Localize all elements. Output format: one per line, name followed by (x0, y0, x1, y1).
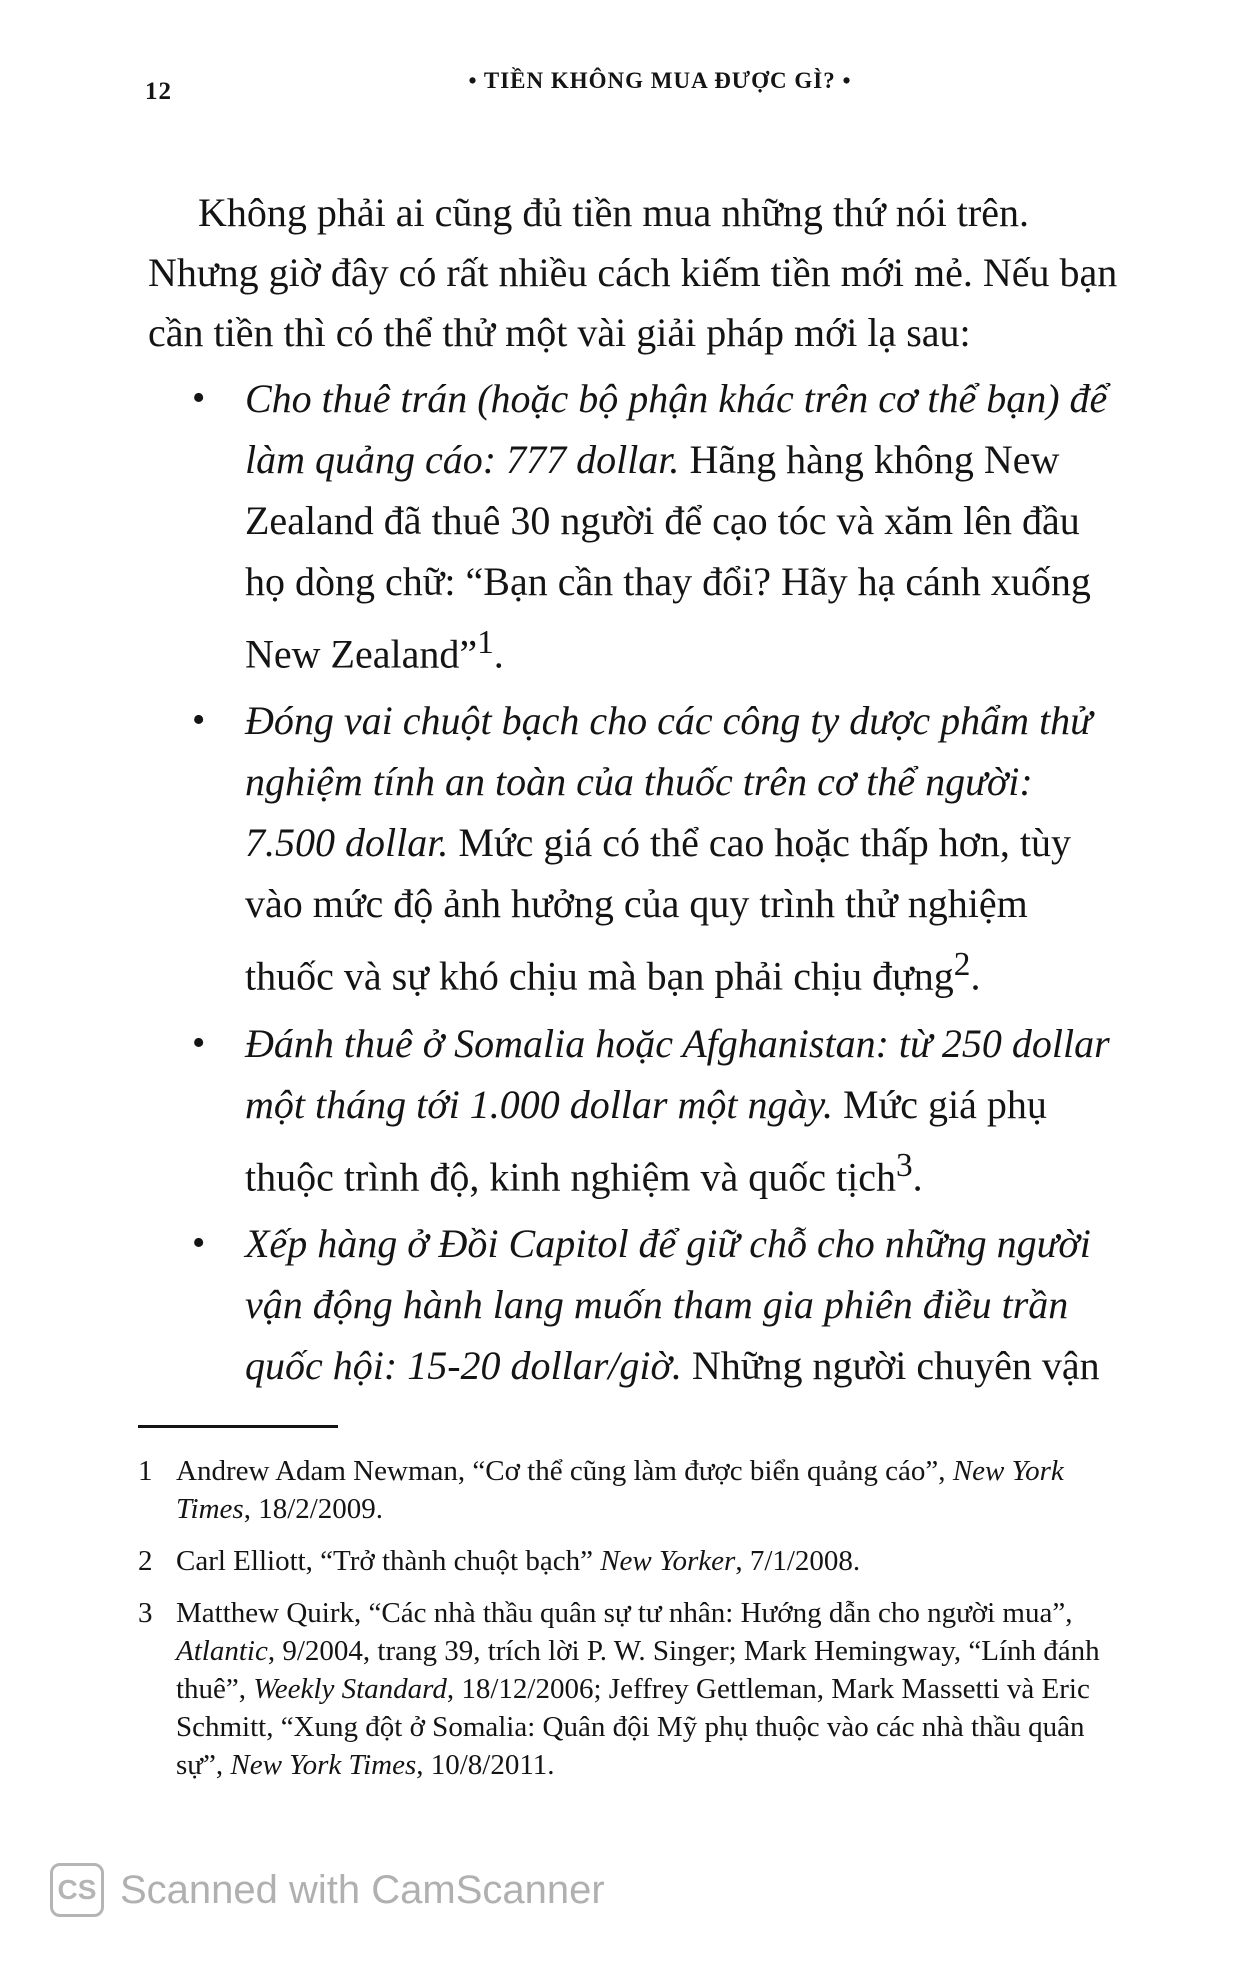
footnote-part: Atlantic (176, 1635, 268, 1667)
footnote-rule (138, 1425, 338, 1428)
bullet-body: Những người chuyên vận (681, 1342, 1100, 1388)
bullet-title: Cho thuê trán (hoặc bộ phận khác trên cơ thể bạn) để làm quảng cáo: 777 dollar. (245, 376, 1108, 482)
footnote (138, 1542, 1118, 1580)
bullet-body: Hãng hàng không New Zealand đã thuê 30 người để cạo tóc và xăm lên đầu họ dòng chữ: “Bạn cần thay đổi? Hãy hạ cánh xuống New Zealand” (245, 437, 1091, 677)
footnote-part: Andrew Adam Newman, “Cơ thể cũng làm được biển quảng cáo”, (176, 1455, 953, 1487)
footnote-part: Carl Elliott, “Trở thành chuột bạch” (176, 1545, 601, 1577)
bullet-marker: • (192, 377, 206, 419)
bullet-marker: • (192, 1021, 206, 1064)
footnote-ref: 3 (896, 1146, 913, 1184)
bullet-marker: • (192, 1221, 206, 1264)
footnote-part: , 7/1/2008. (735, 1545, 861, 1577)
footnote-number: 3 (138, 1597, 153, 1629)
footnotes (138, 1452, 1118, 1798)
bullet-end: . (912, 1153, 923, 1199)
footnote-part: , 9/2004, trang 39, trích lời P. W. Singer; Mark Hemingway, “Lính đánh thuê”, (176, 1635, 1100, 1705)
footnote-part: Matthew Quirk, “Các nhà thầu quân sự tư nhân: Hướng dẫn cho người mua”, (176, 1597, 1073, 1629)
running-header: • TIỀN KHÔNG MUA ĐƯỢC GÌ? • (468, 68, 852, 93)
bullet-body: Mức giá có thể cao hoặc thấp hơn, tùy vào mức độ ảnh hưởng của quy trình thử nghiệm thuốc và sự khó chịu mà bạn phải chịu đựng (245, 820, 1071, 999)
bullet-list (190, 368, 1125, 1402)
footnote-part: , 18/12/2006; Jeffrey Gettleman, Mark Massetti và Eric Schmitt, “Xung đột ở Somalia: Quân đội Mỹ phụ thuộc vào các nhà thầu quân sự”, (176, 1673, 1090, 1781)
footnote-part: New York Times (176, 1455, 1064, 1525)
bullet-item (190, 1013, 1125, 1207)
bullet-marker: • (192, 699, 206, 742)
bullet-title: Xếp hàng ở Đồi Capitol để giữ chỗ cho những người vận động hành lang muốn tham gia phiên điều trần quốc hội: 15-20 dollar/giờ. (245, 1220, 1091, 1388)
footnote-part: , 18/2/2009. (243, 1493, 384, 1525)
footnote-number: 2 (138, 1545, 153, 1577)
bullet-end: . (970, 953, 981, 999)
footnote-number: 1 (138, 1455, 153, 1487)
footnote-ref: 2 (953, 946, 971, 984)
page-number: 12 (145, 78, 172, 105)
bullet-item (190, 368, 1125, 684)
bullet-item (190, 690, 1125, 1006)
camscanner-logo-icon: CS (50, 1863, 104, 1917)
bullet-item (190, 1213, 1125, 1396)
bullet-end: . (493, 631, 504, 677)
footnote-part: New York Times (230, 1749, 417, 1781)
bullet-body: Mức giá phụ thuộc trình độ, kinh nghiệm và quốc tịch (245, 1081, 1047, 1199)
footnote-ref: 1 (477, 624, 494, 661)
intro-paragraph (148, 183, 1128, 363)
bullet-title: Đánh thuê ở Somalia hoặc Afghanistan: từ 250 dollar một tháng tới 1.000 dollar một ngày. (245, 1020, 1110, 1127)
footnote (138, 1452, 1118, 1528)
footnote-part: , 10/8/2011. (416, 1749, 555, 1781)
intro-text: Không phải ai cũng đủ tiền mua những thứ nói trên. Nhưng giờ đây có rất nhiều cách kiếm tiền mới mẻ. Nếu bạn cần tiền thì có thể thử một vài giải pháp mới lạ sau: (148, 190, 1118, 355)
camscanner-watermark (50, 1860, 605, 1920)
footnote (138, 1594, 1118, 1784)
bullet-title: Đóng vai chuột bạch cho các công ty dược phẩm thử nghiệm tính an toàn của thuốc trên cơ thể người: 7.500 dollar. (245, 698, 1092, 866)
watermark-text: Scanned with CamScanner (120, 1867, 605, 1912)
footnote-part: New Yorker (600, 1545, 736, 1577)
footnote-part: Weekly Standard (253, 1673, 447, 1705)
